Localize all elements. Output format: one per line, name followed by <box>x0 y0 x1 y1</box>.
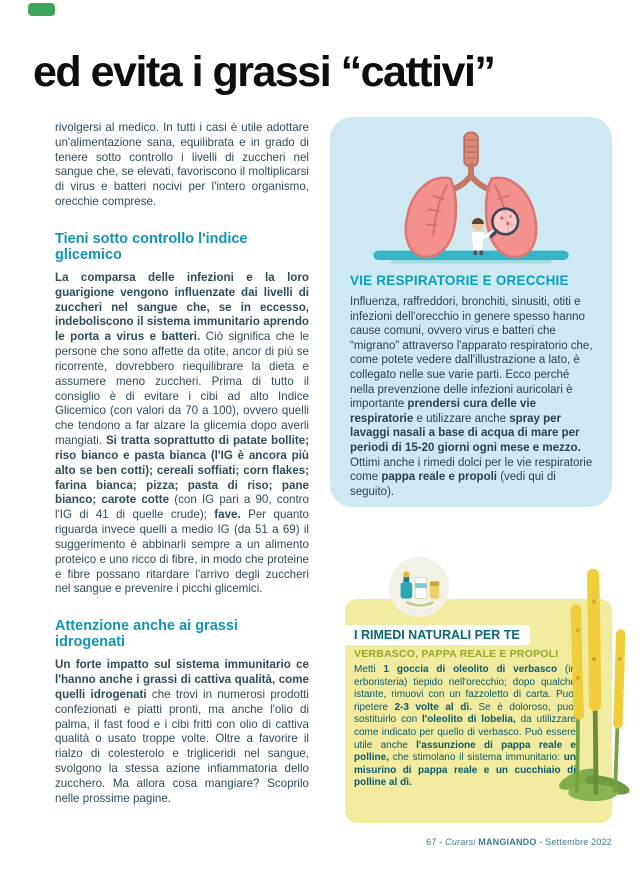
verbasco-plant-illustration <box>552 548 636 810</box>
page-title: ed evita i grassi “cattivi” <box>33 48 495 96</box>
remedies-card-body: Metti 1 goccia di oleolito di verbasco (in erboristeria) tiepido nell'orecchio; dopo qualche istante, rimuovi con un fazzoletto di carta. Puoi ripetere 2-3 volte al dì. Se è doloroso, puoi sostituirlo con l'oleolito di lobelia, da utilizzare come indicato per quello di verbasco. Può essere utile anche l'assunzione di pappa reale e polline, che stimolano il sistema immunitario: un misurino di pappa reale e un cucchiaio di polline al dì. <box>354 664 577 789</box>
page-footer: 67 - Curarsi MANGIANDO - Settembre 2022 <box>426 837 612 847</box>
respiratory-card-body: Influenza, raffreddori, bronchiti, sinusiti, otiti e infezioni dell'orecchio in genere spesso hanno cause comuni, ovvero virus e batteri che “migrano” attraverso l'apparato respiratorio che, come potete vedere dall'illustrazione a lato, è collegato nelle sue varie parti. Ecco perché nella prevenzione delle infezioni auricolari è importante prendersi cura delle vie respiratorie e utilizzare anche spray per lavaggi nasali a base di acqua di mare per periodi di 15-20 giorni ogni mese e mezzo. Ottimi anche i rimedi dolci per le vie respiratorie come pappa reale e propoli (vedi qui di seguito). <box>350 296 593 498</box>
magnifier-icon <box>492 209 519 236</box>
remedy-bottles-icon <box>388 556 450 618</box>
remedies-card-subheading: VERBASCO, PAPPA REALE E PROPOLI <box>354 648 559 660</box>
section-heading-glycemic-index: Tieni sotto controllo l'indice glicemico <box>55 230 248 263</box>
respiratory-card <box>330 117 612 507</box>
respiratory-card-heading: VIE RESPIRATORIE E ORECCHIE <box>350 273 569 288</box>
section-body-glycemic-index: La comparsa delle infezioni e la loro guarigione vengono influenzate dai livelli di zuccheri nel sangue che, se in eccesso, indeboliscono il sistema immunitario aprendo le porta a virus e batteri. Ciò significa che le persone che sono affette da otite, ancor di più se ricorrente, dovrebbero riequilibrare la dieta e assumere meno zuccheri. Prima di tutto il consiglio è di evitare i cibi ad alto Indice Glicemico (con valori da 70 a 100), ovvero quelli che tendono a far alzare la glicemia dopo averli mangiati. Si tratta soprattutto di patate bollite; riso bianco e pasta bianca (l'IG è ancora più alto se ben cotti); cereali soffiati; corn flakes; farina bianca; pizza; pasta di riso; pane bianco; carote cotte (con IG pari a 90, contro l'IG di 41 di quelle crude); fave. Per quanto riguarda invece quelli a medio IG (da 51 a 69) il suggerimento è abbinarli sempre a un alimento proteico e uno ricco di fibre, in modo che proteine e fibre possano ritardare l'arrivo degli zuccheri nel sangue e prevenire i picchi glicemici. <box>55 270 310 596</box>
intro-paragraph: rivolgersi al medico. In tutti i casi è utile adottare un'alimentazione sana, equilibrata e in grado di tenere sotto controllo i livelli di zuccheri nel sangue che, se elevati, favoriscono il moltiplicarsi di virus e batteri nocivi per l'intero organismo, orecchie comprese. <box>55 121 309 209</box>
section-body-hydrogenated-fats: Un forte impatto sul sistema immunitario ce l'hanno anche i grassi di cattiva qualità, come quelli idrogenati che trovi in numerosi prodotti confezionati e piatti pronti, ma anche l'olio di palma, il fast food e i cibi fritti con olio di cattiva qualità o usato troppe volte. Oltre a favorire il rialzo di colesterolo e trigliceridi nel sangue, svolgono la stessa azione infiammatoria dello zucchero. Ma allora cosa mangiare? Scoprilo nelle prossime pagine. <box>55 658 309 805</box>
corner-tab <box>28 3 55 16</box>
remedies-card-heading: I RIMEDI NATURALI PER TE <box>345 625 530 645</box>
article-column <box>55 121 309 806</box>
lungs-illustration <box>348 129 594 266</box>
section-heading-hydrogenated-fats: Attenzione anche ai grassi idrogenati <box>55 618 238 651</box>
